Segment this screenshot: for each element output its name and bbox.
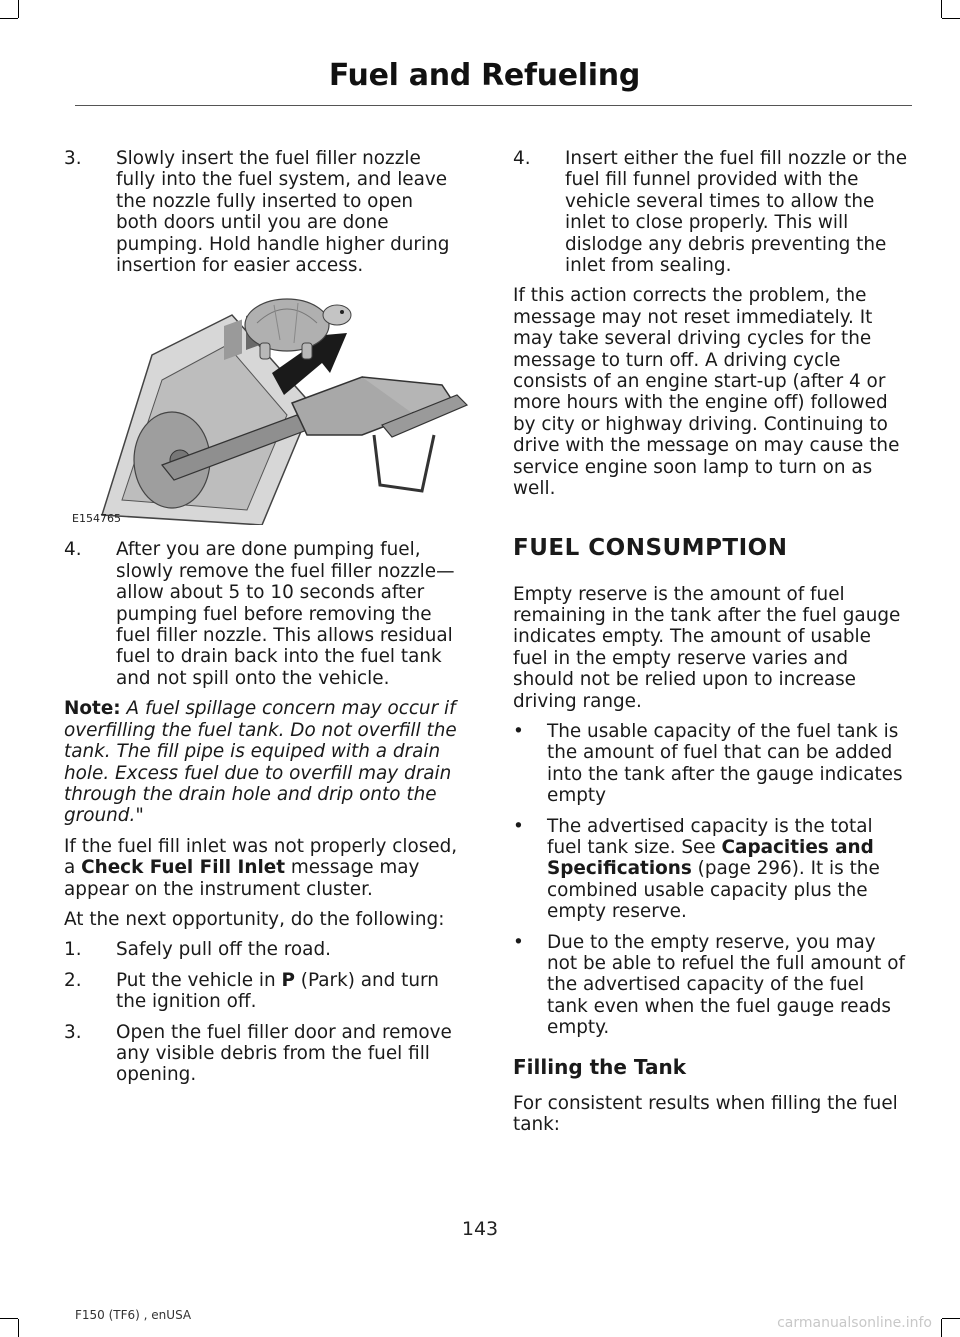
- list-item: [64, 1022, 459, 1086]
- subsection-heading: Filling the Tank: [513, 1054, 687, 1079]
- bullet-icon: •: [513, 931, 524, 953]
- section-heading: FUEL CONSUMPTION: [513, 534, 788, 561]
- note: [64, 698, 459, 826]
- left-column: [64, 148, 459, 1095]
- step-text: Safely pull off the road.: [116, 939, 331, 961]
- bullet-item: [513, 816, 908, 923]
- bullet-item: [513, 932, 908, 1039]
- figure-label: E154765: [72, 512, 121, 526]
- step-number: 4.: [513, 148, 531, 169]
- paragraph: Empty reserve is the amount of fuel remaining in the tank after the fuel gauge indicates empty. The amount of usable fuel in the empty reserve varies and should not be relied upon to increase driving range.: [513, 583, 901, 712]
- paragraph: [64, 836, 459, 900]
- fuel-nozzle-figure: [62, 285, 472, 525]
- bullet-text-part: The advertised capacity is the total fuel tank size. See: [547, 815, 873, 858]
- paragraph-text: If the fuel fill inlet was not properly closed, a: [64, 835, 458, 879]
- step-number: 3.: [64, 148, 82, 169]
- step-text: Slowly insert the fuel filler nozzle fully into the fuel system, and leave the nozzle fully inserted to open both doors until you are done pumping. Hold handle higher during insertion for easier access.: [116, 148, 450, 277]
- bullet-item: [513, 721, 908, 807]
- step-text-part: Put the vehicle in: [116, 969, 282, 991]
- crop-mark: [0, 1318, 18, 1319]
- bullet-icon: •: [513, 720, 524, 742]
- bullet-text-part: (page 296). It is the combined usable capacity plus the empty reserve.: [547, 858, 880, 923]
- list-item: [64, 939, 459, 960]
- gear-label: P: [281, 969, 295, 991]
- crop-mark: [941, 1319, 942, 1337]
- footer-text: F150 (TF6) , enUSA: [75, 1308, 192, 1322]
- crop-mark: [942, 1318, 960, 1319]
- step-number: 1.: [64, 939, 82, 961]
- message-name: Check Fuel Fill Inlet: [81, 857, 286, 879]
- list-item: [64, 970, 459, 1013]
- header-rule: [75, 105, 912, 106]
- crop-mark: [942, 18, 960, 19]
- paragraph: For consistent results when filling the fuel tank:: [513, 1092, 898, 1136]
- step-number: 3.: [64, 1021, 82, 1043]
- paragraph-text: message may appear on the instrument cluster.: [64, 857, 420, 900]
- step-text: [116, 970, 439, 1012]
- right-column: [513, 148, 908, 1144]
- note-text: A fuel spillage concern may occur if overfilling the fuel tank. Do not overfill the tank. The fill pipe is equiped with a drain hole. Excess fuel due to overfill may drain through the drain hole and drip onto the ground.": [64, 698, 457, 827]
- step-text-part: (Park) and turn the ignition off.: [116, 969, 439, 1013]
- crop-mark: [0, 18, 18, 19]
- bullet-text: [547, 816, 880, 923]
- crop-mark: [18, 0, 19, 18]
- step-number: 4.: [64, 539, 82, 561]
- bullet-text: Due to the empty reserve, you may not be able to refuel the full amount of the advertised capacity of the fuel tank even when the fuel gauge reads empty.: [547, 931, 905, 1039]
- cross-reference-link[interactable]: Capacities and Specifications: [547, 836, 874, 880]
- step-text: Insert either the fuel fill nozzle or the fuel fill funnel provided with the vehicle several times to allow the inlet to close properly. This will dislodge any debris preventing the inlet from sealing.: [565, 148, 908, 277]
- step-4: [513, 148, 908, 276]
- crop-mark: [18, 1319, 19, 1337]
- step-text: After you are done pumping fuel, slowly remove the fuel filler nozzle—allow about 5 to 10 seconds after pumping fuel before removing the fuel filler nozzle. This allows residual fuel to drain back into the fuel tank and not spill onto the vehicle.: [116, 539, 455, 689]
- crop-mark: [941, 0, 942, 18]
- bullet-icon: •: [513, 815, 524, 837]
- step-3: [64, 148, 459, 276]
- page-title: Fuel and Refueling: [328, 58, 640, 93]
- watermark: carmanualsonline.info: [777, 1315, 932, 1331]
- fuel-nozzle-illustration: [62, 285, 472, 525]
- bullet-text: The usable capacity of the fuel tank is the amount of fuel that can be added into the tank after the gauge indicates empty: [547, 720, 903, 807]
- step-text: Open the fuel filler door and remove any visible debris from the fuel fill opening.: [116, 1021, 452, 1086]
- step-4: [64, 539, 459, 689]
- paragraph: If this action corrects the problem, the message may not reset immediately. It may take several driving cycles for the message to turn off. A driving cycle consists of an engine start-up (after 4 or more hours with the engine off) followed by city or highway driving. Continuing to drive with the message on may cause the service engine soon lamp to turn on as well.: [513, 285, 900, 500]
- paragraph: At the next opportunity, do the following:: [64, 908, 445, 930]
- page-number: 143: [461, 1218, 499, 1240]
- note-label: Note:: [64, 698, 121, 720]
- step-number: 2.: [64, 969, 82, 991]
